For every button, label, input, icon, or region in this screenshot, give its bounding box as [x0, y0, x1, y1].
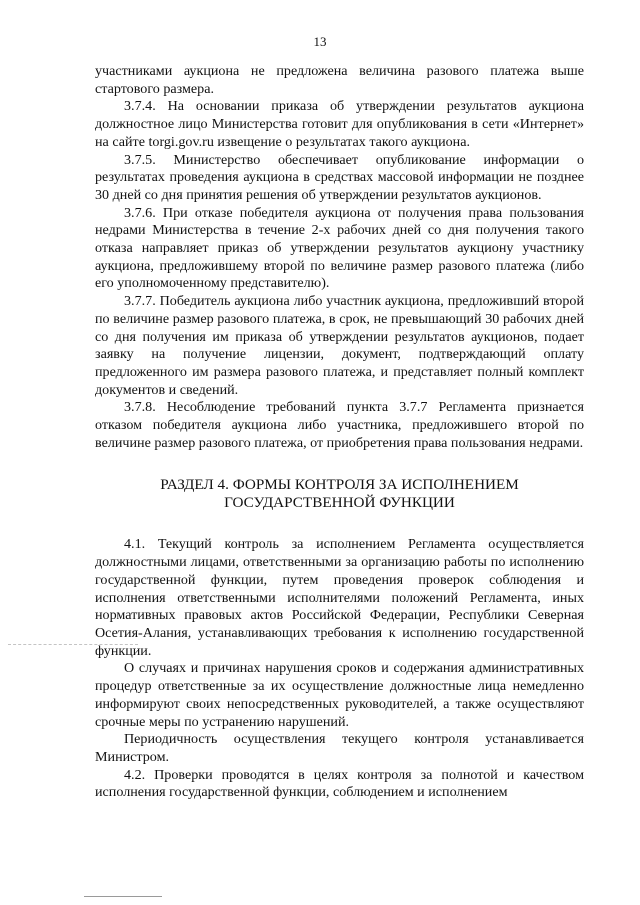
- section-heading-line-2: ГОСУДАРСТВЕННОЙ ФУНКЦИИ: [224, 494, 455, 512]
- paragraph-3-7-6: 3.7.6. При отказе победителя аукциона от получения права пользования недрами Министерства в течение 2-х рабочих дней со дня получения такого отказа направляет приказ об утверждении результатов аукциону участнику аукциона, предложившему второй по величине размер разового платежа (либо его уполномоченному представителю).: [95, 204, 584, 292]
- paragraph-periodicity: Периодичность осуществления текущего контроля устанавливается Министром.: [95, 731, 584, 765]
- paragraph-4-1: 4.1. Текущий контроль за исполнением Регламента осуществляется должностными лицами, ответственными за организацию работы по исполнению государственной функции, путем проведения проверок соблюдения и исполнения ответственными исполнителями положений Регламента, иных нормативных правовых актов Российской Федерации, Республики Северная Осетия-Алания, устанавливающих требования к исполнению государственной функции.: [95, 536, 584, 659]
- paragraph-3-7-8: 3.7.8. Несоблюдение требований пункта 3.7.7 Регламента признается отказом победителя аукциона либо участника, предложившего второй по величине размер разового платежа, от приобретения права пользования недрами.: [95, 399, 584, 451]
- section-heading: [95, 476, 584, 512]
- paragraph-4-2: 4.2. Проверки проводятся в целях контроля за полнотой и качеством исполнения государственной функции, соблюдением и исполнением: [95, 766, 584, 801]
- section-heading-line-1: РАЗДЕЛ 4. ФОРМЫ КОНТРОЛЯ ЗА ИСПОЛНЕНИЕМ: [160, 476, 519, 494]
- paragraph-3-7-5: 3.7.5. Министерство обеспечивает опубликование информации о результатах проведения аукциона в средствах массовой информации не позднее 30 дней со дня принятия решения об утверждении результатов аукционов.: [95, 151, 584, 203]
- paragraph-violations: О случаях и причинах нарушения сроков и содержания административных процедур ответственные за их осуществление должностные лица немедленно информируют своих непосредственных руководителей, а также осуществляют срочные меры по устранению нарушений.: [95, 660, 584, 730]
- footer-rule: [84, 896, 162, 897]
- document-body: [95, 63, 584, 802]
- paragraph-3-7-7: 3.7.7. Победитель аукциона либо участник аукциона, предложивший второй по величине размер разового платежа, в срок, не превышающий 30 рабочих дней со дня получения им приказа об утверждении результатов аукционов, подает заявку на получение лицензии, документ, подтверждающий оплату предложенного им размера разового платежа, и представляет полный комплект документов и сведений.: [95, 293, 584, 398]
- scan-artifact-line: [8, 644, 138, 645]
- paragraph-3-7-4: 3.7.4. На основании приказа об утверждении результатов аукциона должностное лицо Министерства готовит для опубликования в сети «Интернет» на сайте torgi.gov.ru извещение о результатах такого аукциона.: [95, 98, 584, 150]
- page-number: 13: [313, 34, 327, 49]
- paragraph-continuation: участниками аукциона не предложена величина разового платежа выше стартового размера.: [95, 63, 584, 97]
